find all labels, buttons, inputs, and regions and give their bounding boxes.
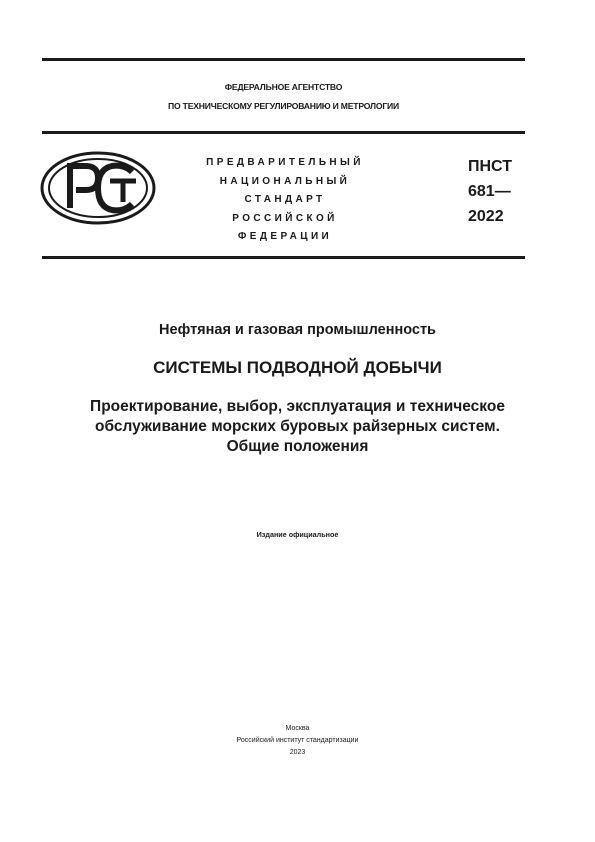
agency-name-line-1: ФЕДЕРАЛЬНОЕ АГЕНТСТВО: [224, 82, 343, 92]
standard-number-year: 2022: [468, 208, 504, 225]
standard-type-line: ФЕДЕРАЦИИ: [237, 231, 333, 242]
subtitle-line: Общие положения: [226, 438, 369, 455]
agency-name-line-2: ПО ТЕХНИЧЕСКОМУ РЕГУЛИРОВАНИЮ И МЕТРОЛОГИИ: [168, 101, 399, 111]
subtitle-line: обслуживание морских буровых райзерных систем.: [95, 418, 500, 435]
system-title: СИСТЕМЫ ПОДВОДНОЙ ДОБЫЧИ: [153, 358, 442, 377]
edition-label: Издание официальное: [256, 530, 339, 539]
industry-title: Нефтяная и газовая промышленность: [159, 322, 436, 338]
header-rule-lower: [42, 256, 525, 259]
standard-type-block: [180, 154, 390, 247]
standard-number-value: 681—: [468, 183, 511, 200]
standard-number: [468, 154, 512, 229]
imprint: [30, 723, 565, 759]
standard-type-line: НАЦИОНАЛЬНЫЙ: [219, 175, 351, 187]
top-rule: [42, 58, 525, 61]
standard-type-line: СТАНДАРТ: [244, 194, 326, 205]
imprint-year: 2023: [289, 749, 306, 756]
header-rule-upper: [42, 131, 525, 134]
standard-type-line: РОССИЙСКОЙ: [232, 212, 338, 224]
standard-type-line: ПРЕДВАРИТЕЛЬНЫЙ: [206, 157, 364, 168]
imprint-city: Москва: [285, 725, 310, 732]
gost-r-mark-icon: [40, 150, 158, 226]
subtitle-line: Проектирование, выбор, эксплуатация и техническое: [90, 398, 505, 415]
standard-number-prefix: ПНСТ: [468, 158, 512, 175]
gost-r-mark-svg: [40, 150, 158, 226]
document-subtitle: [30, 397, 565, 457]
imprint-publisher: Российский институт стандартизации: [236, 737, 359, 744]
